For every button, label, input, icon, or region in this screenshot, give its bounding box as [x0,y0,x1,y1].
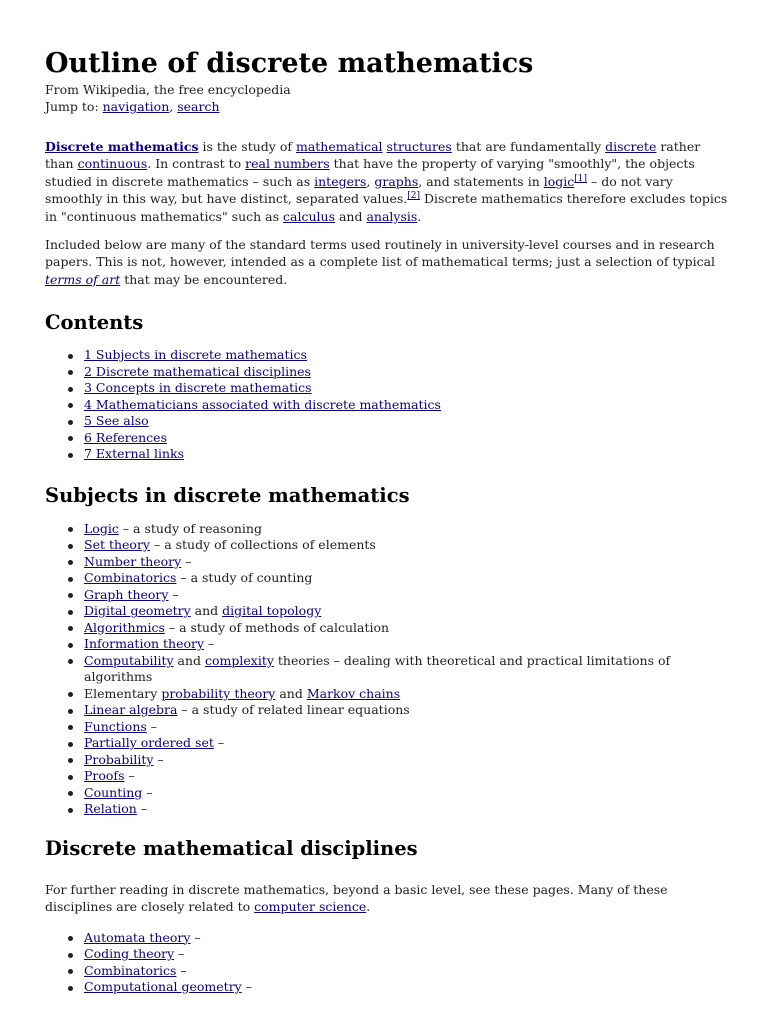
list-item [84,963,728,980]
subject-link[interactable]: Algorithmics [84,619,165,635]
item-desc: – [213,735,225,751]
list-item [84,768,728,785]
list-item [84,686,728,703]
list-item [84,653,728,686]
item-desc: – [153,751,164,767]
link-integers[interactable]: integers [314,173,367,189]
contents-list [45,347,728,463]
contents-item [84,446,728,463]
subject-link[interactable]: Partially ordered set [84,735,214,751]
link-logic[interactable]: logic [543,173,575,189]
link-calculus[interactable]: calculus [283,208,335,224]
link-discrete[interactable]: discrete [605,139,657,154]
link-graphs[interactable]: graphs [374,173,419,189]
subject-link[interactable]: Functions [84,718,147,734]
navigation-link[interactable]: navigation [102,99,170,114]
item-prefix: Elementary [84,685,162,701]
list-item [84,735,728,752]
link-structures[interactable]: structures [386,139,452,154]
text: For further reading in discrete mathematics, beyond a basic level, see these pages. Many of these disciplines are closely related to [45,881,668,915]
list-item [84,719,728,736]
list-item [84,930,728,947]
item-desc: – a study of collections of elements [150,537,376,553]
contents-item [84,364,728,381]
list-item [84,620,728,637]
link-computer-science[interactable]: computer science [254,899,367,915]
discipline-link[interactable]: Automata theory [84,929,191,945]
subject-link[interactable]: Probability [84,751,154,767]
subject-link[interactable]: Computability [84,652,174,668]
discipline-link[interactable]: Combinatorics [84,962,177,978]
list-item [84,636,728,653]
link-continuous[interactable]: continuous [77,156,148,172]
item-desc: – [176,962,187,978]
link-analysis[interactable]: analysis [366,208,418,224]
text: , [366,173,375,189]
contents-link[interactable]: 5 See also [84,413,149,429]
contents-link[interactable]: 6 References [84,429,167,445]
item-desc: – a study of methods of calculation [164,619,390,635]
contents-link[interactable]: 4 Mathematicians associated with discrete mathematics [84,396,441,412]
link-discrete-mathematics[interactable]: Discrete mathematics [45,139,199,154]
item-desc: – a study of related linear equations [177,702,410,718]
ref-1[interactable]: [1] [574,173,588,184]
list-item [84,554,728,571]
ref-2[interactable]: [2] [407,191,421,202]
from-line: From Wikipedia, the free encyclopedia [45,82,291,97]
disciplines-list [45,930,728,996]
item-desc: – [168,586,179,602]
text: , and statements in [418,173,544,189]
subject-link[interactable]: Logic [84,520,119,536]
list-item [84,752,728,769]
search-link[interactable]: search [177,99,220,114]
jump-prefix: Jump to: [45,99,103,114]
list-item [84,946,728,963]
subject-link[interactable]: Relation [84,801,137,817]
text: that are fundamentally [451,139,606,154]
contents-item [84,380,728,397]
item-desc: – [124,768,135,784]
subject-link[interactable]: Digital geometry [84,603,191,619]
text: Discrete mathematics therefore excludes topics in "continuous mathematics" such as [45,191,728,224]
subject-link[interactable]: Counting [84,784,143,800]
subject-link[interactable]: complexity [205,652,274,668]
item-desc: – a study of counting [176,570,313,586]
text: – do not vary smoothly in this way, but have distinct, separated values. [45,173,673,207]
text: Included below are many of the standard terms used routinely in university-level courses and in research papers. This is not, however, intended as a complete list of mathematical terms; just a selection of typical [45,237,716,270]
subject-link[interactable]: Number theory [84,553,182,569]
contents-item [84,430,728,447]
item-desc: – [136,801,148,817]
list-item [84,587,728,604]
text: . [366,899,371,915]
subject-link[interactable]: digital topology [222,603,322,619]
page-title: Outline of discrete mathematics [45,48,534,79]
subject-link[interactable]: Information theory [84,636,205,652]
contents-item [84,397,728,414]
text: . [417,208,422,224]
item-desc: theories – dealing with theoretical and practical limitations of algorithms [84,652,671,685]
list-item [84,603,728,620]
link-mathematical[interactable]: mathematical [295,139,383,154]
list-item [84,521,728,538]
text: that have the property of varying "smoothly", the objects studied in discrete mathematics – such as [45,156,695,189]
item-desc: – [142,784,153,800]
text: . In contrast to [147,156,246,172]
subject-link[interactable]: Markov chains [306,685,401,701]
disciplines-paragraph [45,881,728,916]
item-joiner: and [173,652,206,668]
contents-item [84,413,728,430]
discipline-link[interactable]: Coding theory [84,946,175,962]
contents-heading: Contents [45,311,144,335]
item-desc: – a study of reasoning [118,520,262,536]
list-item [84,702,728,719]
list-item [84,570,728,587]
contents-link[interactable]: 1 Subjects in discrete mathematics [84,347,307,363]
link-real-numbers[interactable]: real numbers [245,156,330,172]
link-terms-of-art[interactable]: terms of art [45,271,121,287]
discipline-link[interactable]: Computational geometry [84,979,242,995]
text: and [334,208,367,224]
subject-link[interactable]: probability theory [161,685,276,701]
item-joiner: and [190,603,223,619]
list-item [84,537,728,554]
scope-paragraph [45,236,728,288]
intro-paragraph [45,138,728,225]
contents-link[interactable]: 3 Concepts in discrete mathematics [84,380,312,396]
item-desc: – [181,553,192,569]
subject-link[interactable]: Graph theory [84,586,169,602]
item-desc: – [174,946,185,962]
subject-link[interactable]: Set theory [84,537,150,553]
text: rather than [45,139,701,172]
jump-sep: , [169,99,178,114]
contents-item [84,347,728,364]
item-joiner: and [275,685,307,701]
item-desc: – [146,718,158,734]
disciplines-heading: Discrete mathematical disciplines [45,836,418,860]
subjects-heading: Subjects in discrete mathematics [45,483,410,507]
contents-link[interactable]: 7 External links [84,446,185,462]
subjects-list [45,521,728,818]
subject-link[interactable]: Proofs [84,768,125,784]
list-item [84,801,728,818]
subject-link[interactable]: Combinatorics [84,570,177,586]
list-item [84,979,728,996]
item-desc: – [190,929,201,945]
contents-link[interactable]: 2 Discrete mathematical disciplines [84,363,311,379]
item-desc: – [241,979,252,995]
text: is the study of [198,139,296,154]
jump-to-line [45,98,728,115]
item-desc: – [204,636,215,652]
subject-link[interactable]: Linear algebra [84,702,178,718]
list-item [84,785,728,802]
text: that may be encountered. [120,271,288,287]
